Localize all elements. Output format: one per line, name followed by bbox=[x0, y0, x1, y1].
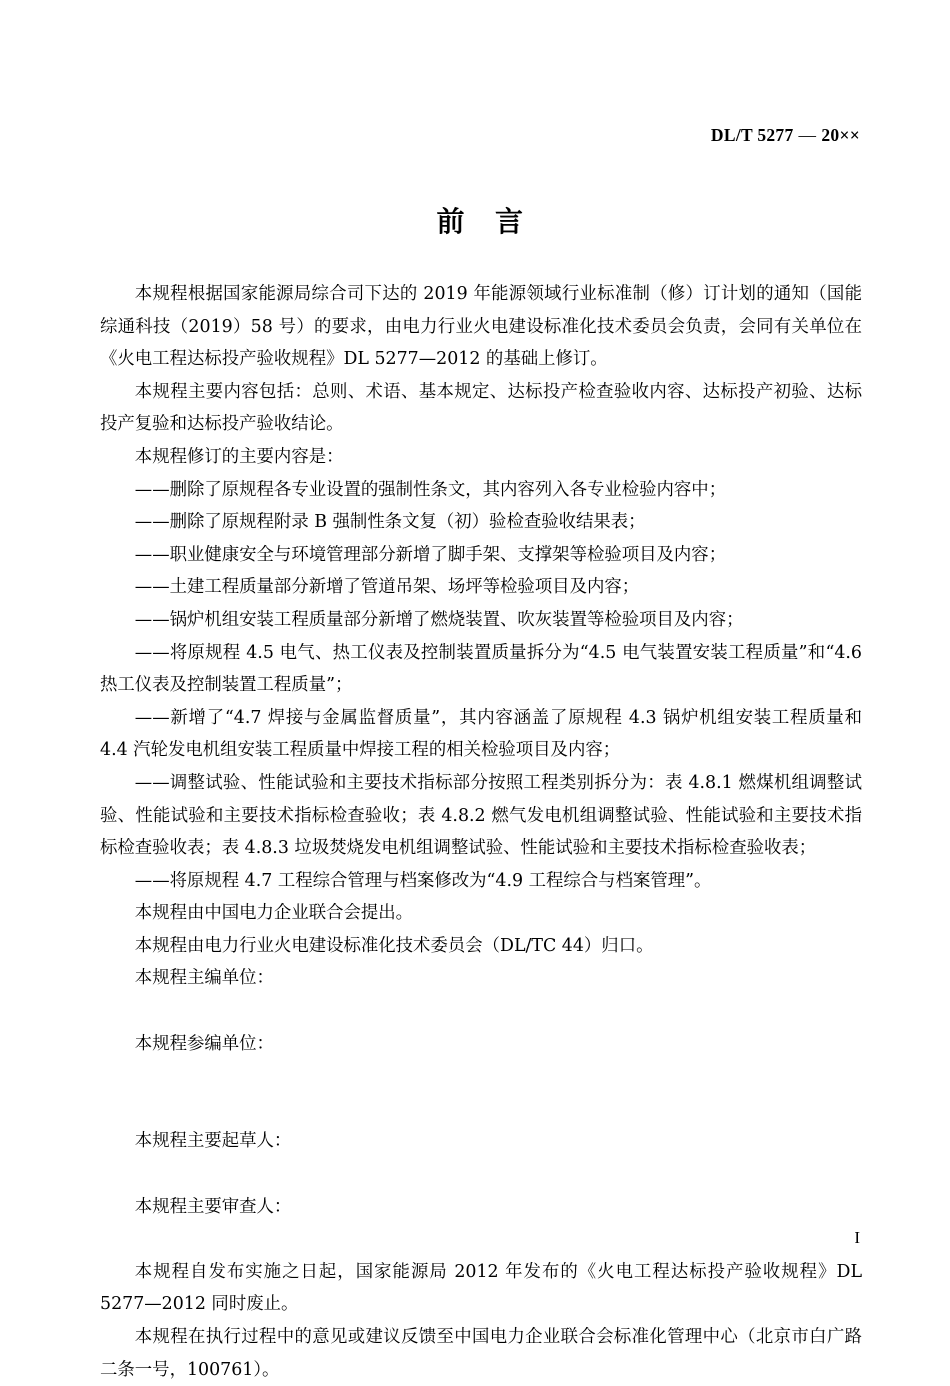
paragraph-feedback-address: 本规程在执行过程中的意见或建议反馈至中国电力企业联合会标准化管理中心（北京市白广路二条一号，100761）。 bbox=[100, 1327, 862, 1380]
revision-item-9: ——将原规程 4.7 工程综合管理与档案修改为“4.9 工程综合与档案管理”。 bbox=[134, 870, 712, 891]
blank-line-4 bbox=[100, 1158, 862, 1191]
paragraph-supersession: 本规程自发布实施之日起，国家能源局 2012 年发布的《火电工程达标投产验收规程》DL 5277—2012 同时废止。 bbox=[100, 1261, 862, 1315]
revision-item-1: ——删除了原规程各专业设置的强制性条文，其内容列入各专业检验内容中； bbox=[134, 479, 727, 500]
revision-item-4: ——土建工程质量部分新增了管道吊架、场坪等检验项目及内容； bbox=[134, 577, 640, 598]
blank-line-1 bbox=[100, 995, 862, 1028]
revision-item-6: ——将原规程 4.5 电气、热工仪表及控制装置质量拆分为“4.5 电气装置安装工程质量”和“4.6 热工仪表及控制装置工程质量”； bbox=[100, 642, 862, 696]
revision-item-3: ——职业健康安全与环境管理部分新增了脚手架、支撑架等检验项目及内容； bbox=[134, 544, 727, 565]
paragraph-chief-drafting-org: 本规程主编单位： bbox=[134, 968, 274, 989]
revision-item-5: ——锅炉机组安装工程质量部分新增了燃烧装置、吹灰装置等检验项目及内容； bbox=[134, 609, 744, 630]
title-char-1: 前 bbox=[436, 205, 465, 238]
blank-line-2 bbox=[100, 1060, 862, 1093]
standard-code: DL/T 5277 bbox=[710, 125, 794, 145]
blank-line-3 bbox=[100, 1093, 862, 1126]
title-char-2: 言 bbox=[495, 205, 524, 238]
header-dash: — bbox=[798, 125, 817, 145]
page-title bbox=[100, 200, 860, 240]
running-head bbox=[100, 125, 860, 146]
page-number: I bbox=[854, 1228, 860, 1247]
paragraph-scope-basis: 本规程根据国家能源局综合司下达的 2019 年能源领域行业标准制（修）订计划的通知（国能综通科技（2019）58 号）的要求，由电力行业火电建设标准化技术委员会负责，会同有关单位在《火电工程达标投产验收规程》DL 5277—2012 的基础上修订。 bbox=[100, 284, 862, 370]
paragraph-proposed-by: 本规程由中国电力企业联合会提出。 bbox=[134, 903, 414, 924]
paragraph-participating-orgs: 本规程参编单位： bbox=[134, 1033, 274, 1054]
foreword-body bbox=[100, 278, 862, 1386]
revision-item-2: ——删除了原规程附录 B 强制性条文复（初）验检查验收结果表； bbox=[134, 512, 646, 533]
standard-year: 20×× bbox=[821, 125, 860, 145]
paragraph-revision-intro: 本规程修订的主要内容是： bbox=[134, 446, 344, 467]
revision-item-7: ——新增了“4.7 焊接与金属监督质量”，其内容涵盖了原规程 4.3 锅炉机组安装工程质量和 4.4 汽轮发电机组安装工程质量中焊接工程的相关检验项目及内容； bbox=[100, 707, 862, 761]
revision-item-8: ——调整试验、性能试验和主要技术指标部分按照工程类别拆分为：表 4.8.1 燃煤机组调整试验、性能试验和主要技术指标检查验收；表 4.8.2 燃气发电机组调整试验、性能试验和主要技术指标检查验收表；表 4.8.3 垃圾焚烧发电机组调整试验、性能试验和主要技术指标检查验收表； bbox=[100, 772, 862, 859]
paragraph-administered-by: 本规程由电力行业火电建设标准化技术委员会（DL/TC 44）归口。 bbox=[134, 935, 654, 956]
paragraph-main-contents: 本规程主要内容包括：总则、术语、基本规定、达标投产检查验收内容、达标投产初验、达标投产复验和达标投产验收结论。 bbox=[100, 381, 862, 435]
paragraph-main-reviewers: 本规程主要审查人： bbox=[134, 1196, 292, 1217]
paragraph-main-drafters: 本规程主要起草人： bbox=[134, 1131, 292, 1152]
